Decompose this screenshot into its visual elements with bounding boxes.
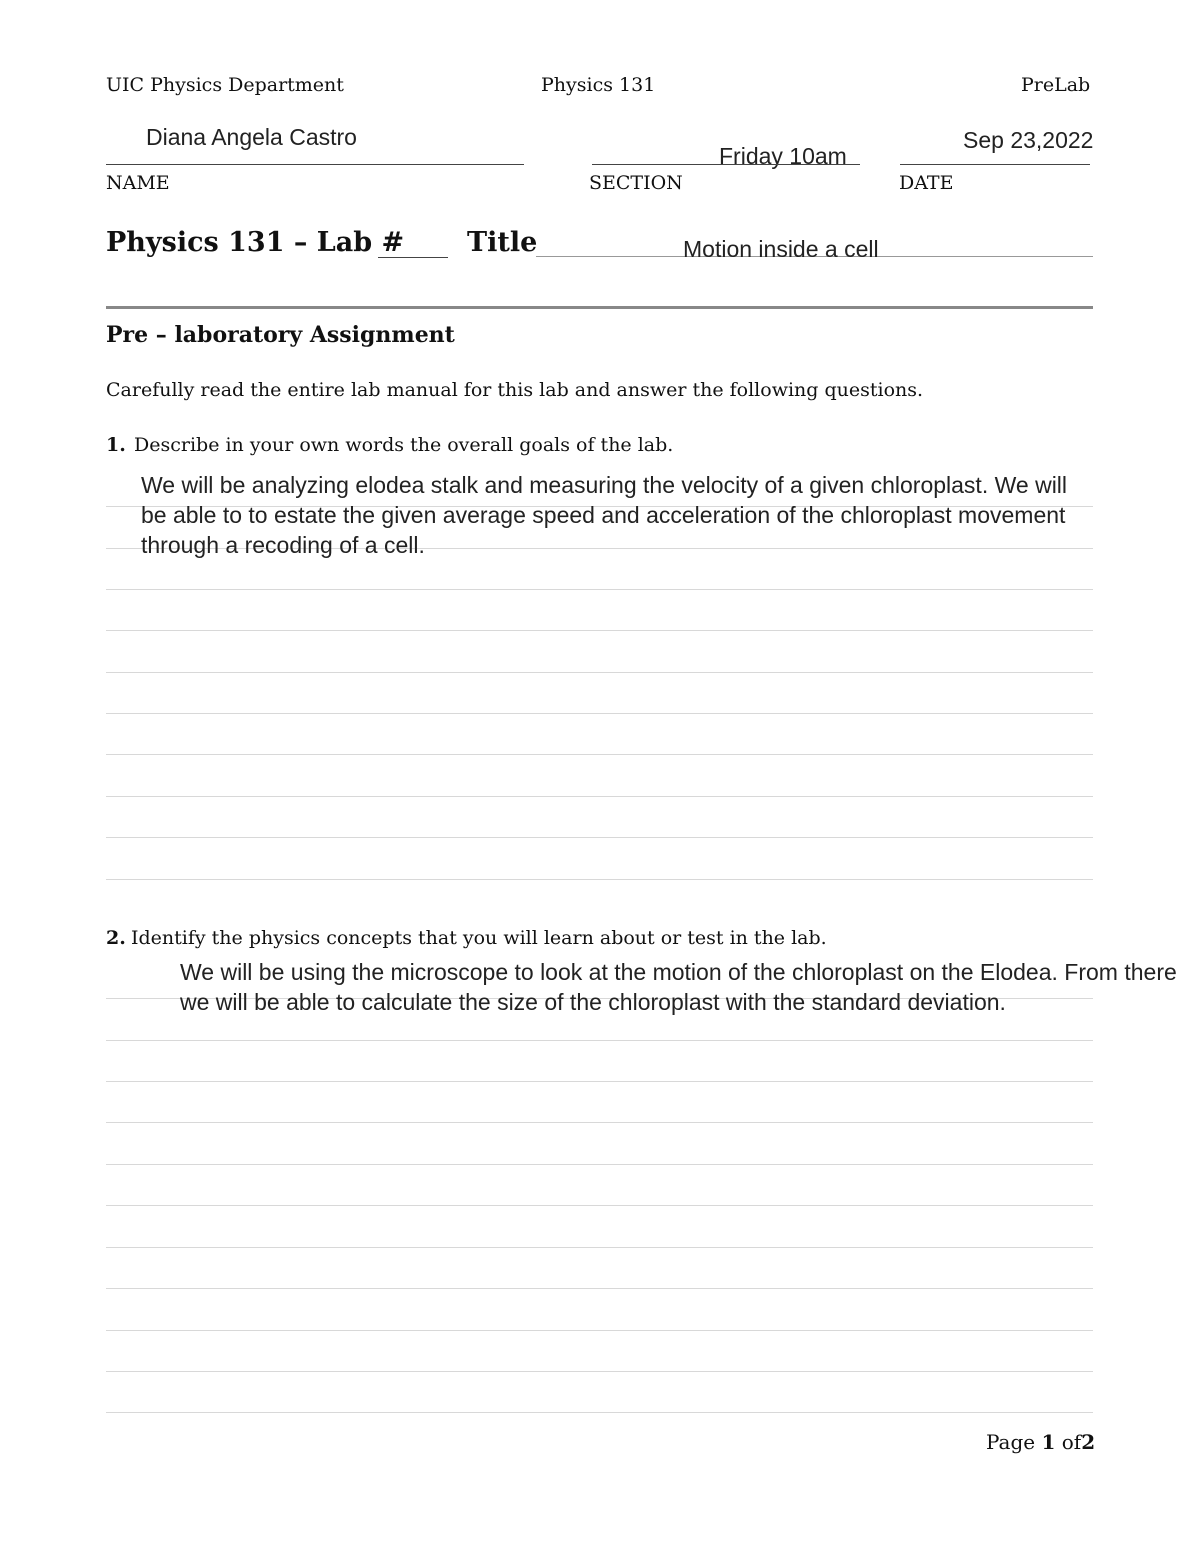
title-label: Title bbox=[467, 227, 538, 258]
writing-line bbox=[106, 630, 1093, 631]
doc-type-label: PreLab bbox=[1021, 74, 1091, 96]
page-indicator bbox=[986, 1430, 1095, 1454]
writing-line bbox=[106, 796, 1093, 797]
writing-line bbox=[106, 1330, 1093, 1331]
date-field[interactable]: Sep 23,2022 bbox=[963, 127, 1094, 153]
lab-number-heading: Physics 131 – Lab # bbox=[106, 227, 405, 258]
question-2-answer[interactable]: We will be using the microscope to look at the motion of the chloroplast on the Elodea. From there we will be able to calculate the size of the chloroplast with the standard deviation. bbox=[180, 959, 1177, 1015]
question-1-number: 1. bbox=[106, 434, 126, 456]
writing-line bbox=[106, 837, 1093, 838]
writing-line bbox=[106, 754, 1093, 755]
section-divider bbox=[106, 306, 1093, 309]
lab-number-field[interactable] bbox=[378, 257, 448, 258]
name-underline bbox=[106, 164, 524, 165]
name-label: NAME bbox=[106, 172, 170, 194]
title-field[interactable]: Motion inside a cell bbox=[683, 236, 879, 262]
page-number: 1 bbox=[1041, 1430, 1056, 1454]
writing-line bbox=[106, 1371, 1093, 1372]
assignment-heading: Pre – laboratory Assignment bbox=[106, 322, 455, 348]
writing-line bbox=[106, 879, 1093, 880]
date-underline bbox=[900, 164, 1090, 165]
writing-line bbox=[106, 1205, 1093, 1206]
question-2-number: 2. bbox=[106, 927, 126, 949]
question-1-prompt: Describe in your own words the overall goals of the lab. bbox=[134, 434, 674, 456]
section-label: SECTION bbox=[589, 172, 683, 194]
of-word: of bbox=[1061, 1430, 1082, 1454]
course-label: Physics 131 bbox=[541, 74, 656, 96]
instructions-text: Carefully read the entire lab manual for this lab and answer the following questions. bbox=[106, 379, 924, 401]
writing-line bbox=[106, 1081, 1093, 1082]
writing-line bbox=[106, 1164, 1093, 1165]
writing-line bbox=[106, 1247, 1093, 1248]
question-1-answer[interactable]: We will be analyzing elodea stalk and measuring the velocity of a given chloroplast. We will be able to to estate the given average speed and acceleration of the chloroplast movement through a recoding of a cell. bbox=[141, 472, 1068, 558]
writing-line bbox=[106, 672, 1093, 673]
page-word: Page bbox=[986, 1430, 1036, 1454]
writing-line bbox=[106, 713, 1093, 714]
writing-line bbox=[106, 1288, 1093, 1289]
question-2-prompt: Identify the physics concepts that you will learn about or test in the lab. bbox=[131, 927, 827, 949]
writing-line bbox=[106, 1412, 1093, 1413]
department-label: UIC Physics Department bbox=[106, 74, 344, 96]
section-underline bbox=[592, 164, 860, 165]
writing-line bbox=[106, 589, 1093, 590]
date-label: DATE bbox=[899, 172, 954, 194]
writing-line bbox=[106, 1122, 1093, 1123]
section-field[interactable]: Friday 10am bbox=[719, 143, 847, 169]
writing-line bbox=[106, 1040, 1093, 1041]
page-total: 2 bbox=[1081, 1430, 1096, 1454]
name-field[interactable]: Diana Angela Castro bbox=[146, 124, 357, 150]
